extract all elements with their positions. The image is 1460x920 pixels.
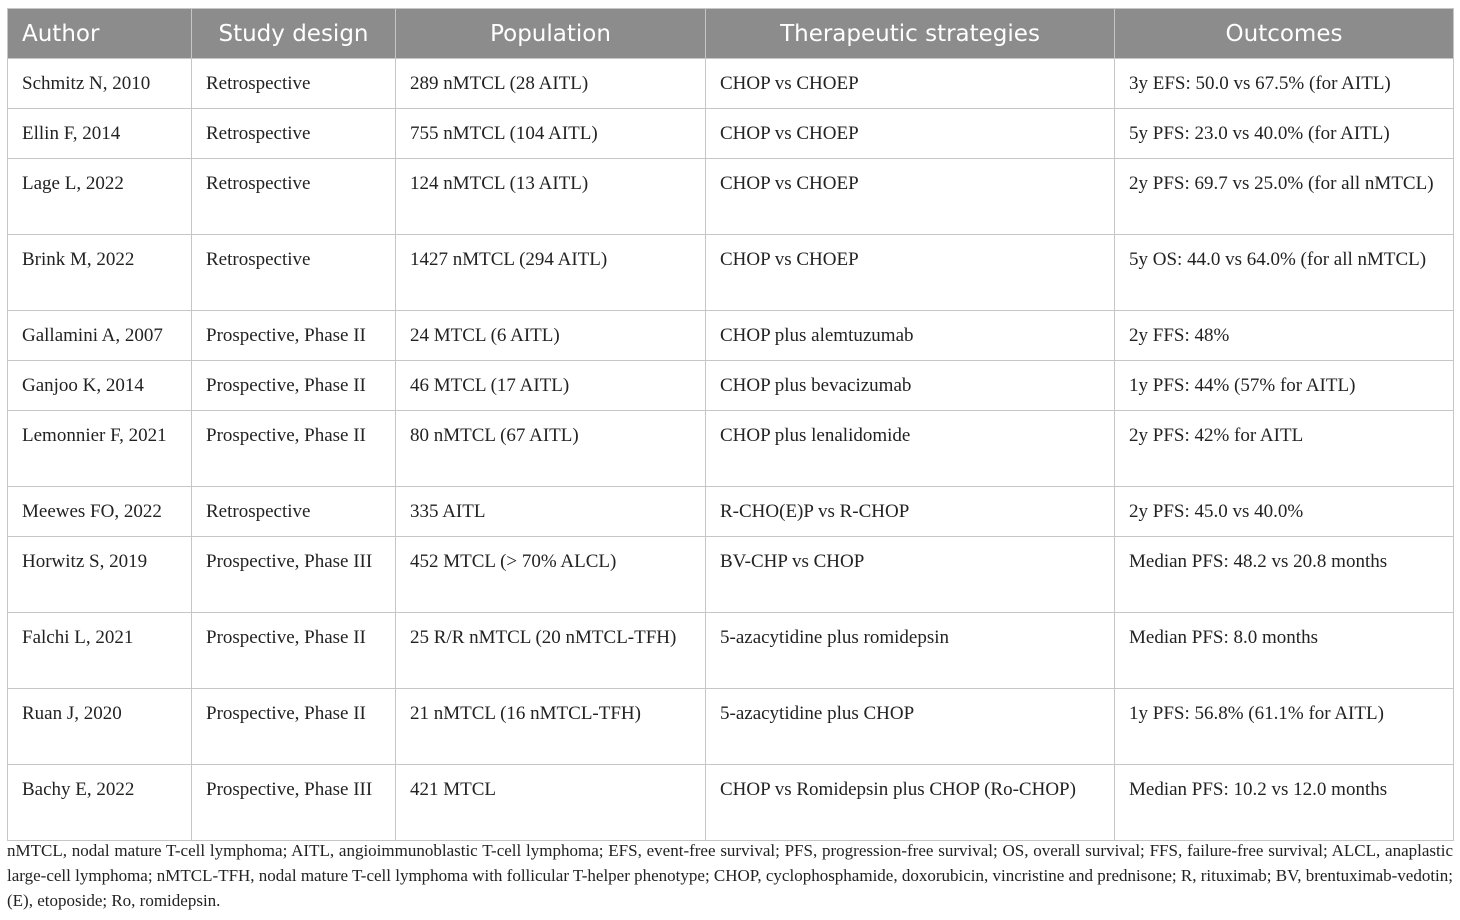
header-author: Author bbox=[8, 9, 192, 59]
cell-study-design: Prospective, Phase II bbox=[192, 411, 396, 487]
table-row bbox=[8, 109, 1454, 159]
cell-study-design: Prospective, Phase II bbox=[192, 311, 396, 361]
table-header-row bbox=[8, 9, 1454, 59]
table-container bbox=[7, 8, 1453, 841]
cell-outcome: 1y PFS: 44% (57% for AITL) bbox=[1115, 361, 1454, 411]
cell-author: Horwitz S, 2019 bbox=[8, 537, 192, 613]
cell-strategy: CHOP vs CHOEP bbox=[706, 159, 1115, 235]
cell-population: 124 nMTCL (13 AITL) bbox=[396, 159, 706, 235]
table-row bbox=[8, 235, 1454, 311]
table-row bbox=[8, 487, 1454, 537]
cell-outcome: 2y PFS: 45.0 vs 40.0% bbox=[1115, 487, 1454, 537]
table-row bbox=[8, 765, 1454, 841]
cell-author: Ellin F, 2014 bbox=[8, 109, 192, 159]
table-row bbox=[8, 411, 1454, 487]
cell-outcome: 5y PFS: 23.0 vs 40.0% (for AITL) bbox=[1115, 109, 1454, 159]
cell-author: Ruan J, 2020 bbox=[8, 689, 192, 765]
cell-population: 80 nMTCL (67 AITL) bbox=[396, 411, 706, 487]
cell-population: 24 MTCL (6 AITL) bbox=[396, 311, 706, 361]
cell-strategy: CHOP vs CHOEP bbox=[706, 59, 1115, 109]
cell-strategy: BV-CHP vs CHOP bbox=[706, 537, 1115, 613]
cell-study-design: Retrospective bbox=[192, 235, 396, 311]
cell-strategy: CHOP vs Romidepsin plus CHOP (Ro-CHOP) bbox=[706, 765, 1115, 841]
cell-strategy: R-CHO(E)P vs R-CHOP bbox=[706, 487, 1115, 537]
cell-outcome: Median PFS: 48.2 vs 20.8 months bbox=[1115, 537, 1454, 613]
table-row bbox=[8, 613, 1454, 689]
cell-population: 452 MTCL (> 70% ALCL) bbox=[396, 537, 706, 613]
cell-strategy: CHOP plus lenalidomide bbox=[706, 411, 1115, 487]
cell-strategy: 5-azacytidine plus CHOP bbox=[706, 689, 1115, 765]
cell-author: Lage L, 2022 bbox=[8, 159, 192, 235]
table-row bbox=[8, 689, 1454, 765]
cell-population: 46 MTCL (17 AITL) bbox=[396, 361, 706, 411]
table-row bbox=[8, 311, 1454, 361]
cell-population: 335 AITL bbox=[396, 487, 706, 537]
cell-outcome: Median PFS: 10.2 vs 12.0 months bbox=[1115, 765, 1454, 841]
cell-author: Bachy E, 2022 bbox=[8, 765, 192, 841]
cell-outcome: 1y PFS: 56.8% (61.1% for AITL) bbox=[1115, 689, 1454, 765]
cell-study-design: Retrospective bbox=[192, 487, 396, 537]
cell-author: Schmitz N, 2010 bbox=[8, 59, 192, 109]
cell-author: Lemonnier F, 2021 bbox=[8, 411, 192, 487]
table-row bbox=[8, 361, 1454, 411]
cell-strategy: CHOP vs CHOEP bbox=[706, 109, 1115, 159]
table-footnote: nMTCL, nodal mature T-cell lymphoma; AITL, angioimmunoblastic T-cell lymphoma; EFS, event-free survival; PFS, progression-free survival; OS, overall survival; FFS, failure-free survival; ALCL, anaplastic large-cell lymphoma; nMTCL-TFH, nodal mature T-cell lymphoma with follicular T-helper phenotype; CHOP, cyclophosphamide, doxorubicin, vincristine and prednisone; R, rituximab; BV, brentuximab-vedotin; (E), etoposide; Ro, romidepsin. bbox=[7, 841, 1454, 910]
cell-study-design: Retrospective bbox=[192, 59, 396, 109]
cell-outcome: 5y OS: 44.0 vs 64.0% (for all nMTCL) bbox=[1115, 235, 1454, 311]
header-therapeutic-strategies: Therapeutic strategies bbox=[706, 9, 1115, 59]
cell-study-design: Prospective, Phase II bbox=[192, 613, 396, 689]
cell-population: 289 nMTCL (28 AITL) bbox=[396, 59, 706, 109]
cell-population: 421 MTCL bbox=[396, 765, 706, 841]
cell-outcome: 3y EFS: 50.0 vs 67.5% (for AITL) bbox=[1115, 59, 1454, 109]
table-row bbox=[8, 159, 1454, 235]
cell-outcome: 2y FFS: 48% bbox=[1115, 311, 1454, 361]
cell-outcome: Median PFS: 8.0 months bbox=[1115, 613, 1454, 689]
cell-author: Ganjoo K, 2014 bbox=[8, 361, 192, 411]
header-population: Population bbox=[396, 9, 706, 59]
cell-strategy: 5-azacytidine plus romidepsin bbox=[706, 613, 1115, 689]
cell-study-design: Prospective, Phase II bbox=[192, 689, 396, 765]
cell-author: Brink M, 2022 bbox=[8, 235, 192, 311]
cell-population: 755 nMTCL (104 AITL) bbox=[396, 109, 706, 159]
header-outcomes: Outcomes bbox=[1115, 9, 1454, 59]
cell-outcome: 2y PFS: 69.7 vs 25.0% (for all nMTCL) bbox=[1115, 159, 1454, 235]
cell-author: Falchi L, 2021 bbox=[8, 613, 192, 689]
cell-population: 1427 nMTCL (294 AITL) bbox=[396, 235, 706, 311]
cell-author: Gallamini A, 2007 bbox=[8, 311, 192, 361]
header-study-design: Study design bbox=[192, 9, 396, 59]
cell-study-design: Prospective, Phase II bbox=[192, 361, 396, 411]
cell-population: 21 nMTCL (16 nMTCL-TFH) bbox=[396, 689, 706, 765]
cell-study-design: Retrospective bbox=[192, 159, 396, 235]
cell-study-design: Prospective, Phase III bbox=[192, 765, 396, 841]
cell-strategy: CHOP plus alemtuzumab bbox=[706, 311, 1115, 361]
cell-strategy: CHOP vs CHOEP bbox=[706, 235, 1115, 311]
cell-study-design: Retrospective bbox=[192, 109, 396, 159]
cell-strategy: CHOP plus bevacizumab bbox=[706, 361, 1115, 411]
table-row bbox=[8, 59, 1454, 109]
cell-population: 25 R/R nMTCL (20 nMTCL-TFH) bbox=[396, 613, 706, 689]
table-row bbox=[8, 537, 1454, 613]
cell-study-design: Prospective, Phase III bbox=[192, 537, 396, 613]
cell-outcome: 2y PFS: 42% for AITL bbox=[1115, 411, 1454, 487]
cell-author: Meewes FO, 2022 bbox=[8, 487, 192, 537]
studies-table bbox=[7, 8, 1454, 841]
